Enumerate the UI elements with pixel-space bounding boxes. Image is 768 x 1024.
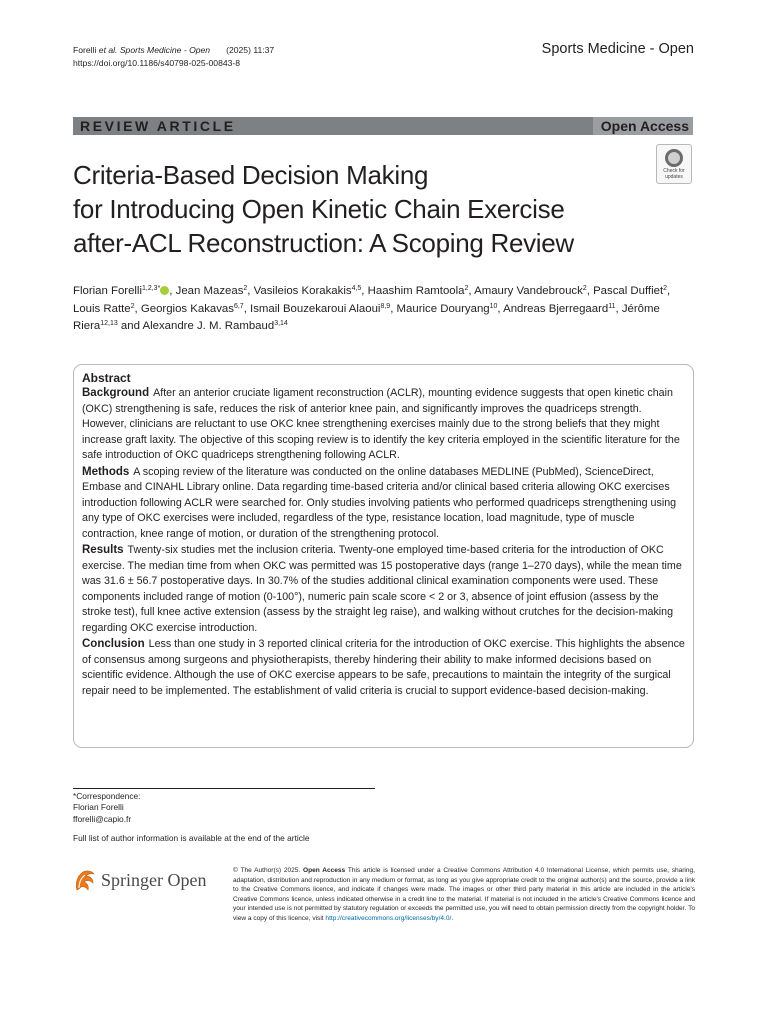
springer-open-logo [73,868,223,896]
orcid-icon[interactable] [160,286,169,295]
author-name[interactable]: Ismail Bouzekaroui Alaoui [250,302,381,315]
author-name[interactable]: Georgios Kakavas [140,302,234,315]
citation-year-volume: (2025) 11:37 [226,45,275,55]
abstract-results [82,543,685,636]
author-affiliation: 4,5 [351,285,362,292]
author-separator: , [247,285,254,297]
author-name[interactable]: Jean Mazeas [175,285,244,297]
author-separator: , [169,285,176,297]
section-text: A scoping review of the literature was conducted on the online databases MEDLINE (PubMed), ScienceDirect, Embase and CINAHL Library online. Data regarding time-based criteria and/or clinical based criteria allowing OKC exercises introduction following ACLR were searched for. Only studies involving patients who performed quadriceps strengthening using any type of OKC exercises were included, regardless of the type, resistance location, load magnitude, type of muscle contraction, knee range of motion, or duration of the strengthening protocol. [82,465,677,540]
author-affiliation: 3,14 [274,320,288,327]
author-affiliation: 2 [464,285,469,292]
author-name[interactable]: Louis Ratte [73,302,131,315]
author-separator: , [390,302,397,315]
author-name[interactable]: Vasileios Korakakis [253,285,352,297]
author-affiliation: 2 [243,285,248,292]
check-for-updates-button[interactable] [656,144,692,184]
citation-prefix: Forelli [73,45,99,55]
title-line-3: after-ACL Reconstruction: A Scoping Review [73,228,574,258]
abstract-heading: Abstract [82,371,131,385]
journal-name: Sports Medicine - Open [541,41,694,57]
author-separator: , [134,302,141,315]
author-separator: , [468,285,475,297]
title-line-2: for Introducing Open Kinetic Chain Exercise [73,194,565,224]
abstract-background [82,386,685,464]
author-name[interactable]: Maurice Douryang [396,302,490,315]
section-label: Methods [82,465,130,478]
correspondence-label: *Correspondence: [73,791,141,801]
author-separator: , [586,285,594,297]
author-affiliation: 8,9 [380,302,391,310]
author-name[interactable]: Amaury Vandebrouck [474,285,583,297]
section-label: Conclusion [82,638,145,650]
abstract-box [73,364,694,748]
author-separator: , [667,285,671,297]
citation-journal: et al. Sports Medicine - Open [98,45,211,55]
author-separator: , [243,302,251,315]
section-text: Twenty-six studies met the inclusion criteria. Twenty-one employed time-based criteria for the introduction of OKC exercise. The median time from when OKC was permitted was 15 postoperative days (range 1–270 days), while the mean time was 31.6 ± 56.7 postoperative days. In 30.7% of the studies additional clinical examination components were used. These components included range of motion (0-100°), numeric pain scale score < 2 or 3, absence of joint effusion (assess by the stroke test), full knee active extension (assess by the straight leg raise), and walking without crutches for the decision-making regarding OKC exercise introduction. [82,544,682,634]
check-for-updates-line-1: Check for [663,168,685,174]
license-link[interactable]: http://creativecommons.org/licenses/by/4.0/ [325,914,452,922]
doi-link[interactable]: https://doi.org/10.1186/s40798-025-00843-8 [73,57,241,68]
correspondence-name: Florian Forelli [73,802,124,813]
brand-springer: Springer [101,870,163,890]
author-separator: and [117,320,143,332]
refresh-icon [665,149,683,167]
license-prefix: © The Author(s) 2025. [233,867,303,874]
section-text: Less than one study in 3 reported clinical criteria for the introduction of OKC exercise. This highlights the absence of consensus among surgeons and physiotherapists, thereby hindering their ability to make informed decisions based on scientific evidence. Although the use of OKC exercise appears to be safe, precautions to maintain the integrity of the surgical repair need to be implemented. The establishment of valid criteria is crucial to support evidence-based decision-making. [82,638,685,697]
author-affiliation: 2 [663,285,668,292]
author-name[interactable]: Pascal Duffiet [593,285,664,297]
license-body: This article is licensed under a Creative Commons Attribution 4.0 International License, which permits use, sharing, adaptation, distribution and reproduction in any medium or format, as long as you give appropriate credit to the original author(s) and the source, provide a link to the Creative Commons licence, and indicate if changes were made. The images or other third party material in this article are included in the article's Creative Commons licence, unless indicated otherwise in a credit line to the material. If material is not included in the article's Creative Commons licence and your intended use is not permitted by statutory regulation or exceeds the permitted use, you will need to obtain permission directly from the copyright holder. To view a copy of this licence, visit [233,867,695,922]
author-separator: , [361,285,368,297]
author-affiliation: 10 [489,302,498,310]
author-affiliation: 1,2,3* [142,285,161,292]
author-name[interactable]: Jérôme Riera [73,302,660,332]
author-name[interactable]: Andreas Bjerregaard [503,302,609,315]
author-name[interactable]: Haashim Ramtoola [367,285,465,297]
author-separator: , [615,302,622,315]
running-header [73,44,274,69]
abstract-methods [82,465,685,543]
check-for-updates-line-2: updates [665,174,683,180]
section-label: Results [82,544,124,556]
author-affiliation: 11 [608,302,616,310]
author-list [73,283,698,336]
open-access-label: Open Access [600,118,689,134]
springer-open-wordmark [101,870,207,891]
article-title [73,158,643,260]
section-label: Background [82,387,150,399]
license-suffix: . [451,914,454,922]
author-name[interactable]: Florian Forelli [73,285,142,297]
author-name[interactable]: Alexandre J. M. Rambaud [142,320,275,332]
author-separator: , [497,302,504,315]
author-affiliation: 2 [582,285,587,292]
correspondence-email[interactable]: fforelli@capio.fr [73,813,132,824]
correspondence-block [73,791,141,825]
author-affiliation: 6,7 [233,302,244,310]
author-affiliation: 2 [130,302,135,310]
full-list-note: Full list of author information is available at the end of the article [73,833,310,843]
author-affiliation: 12,13 [100,320,118,327]
title-line-1: Criteria-Based Decision Making [73,160,429,190]
abstract-conclusion [82,637,685,699]
license-open-access: Open Access [303,867,346,874]
footnote-rule [73,788,375,789]
brand-open: Open [167,870,207,890]
article-type: REVIEW ARTICLE [80,118,236,134]
article-type-band [73,117,693,135]
section-text: After an anterior cruciate ligament reconstruction (ACLR), mounting evidence suggests that open kinetic chain (OKC) strengthening is safe, reduces the risk of anterior knee pain, and significantly improves the quadriceps strength. However, clinicians are reluctant to use OKC knee strengthening exercises mainly due to the strong beliefs that they might increase graft laxity. The objective of this scoping review is to identify the key criteria employed in the scientific literature for the safe introduction of OKC quadriceps strengthening following ACLR. [82,387,680,461]
springer-horse-icon [73,868,97,894]
license-text [233,866,695,923]
